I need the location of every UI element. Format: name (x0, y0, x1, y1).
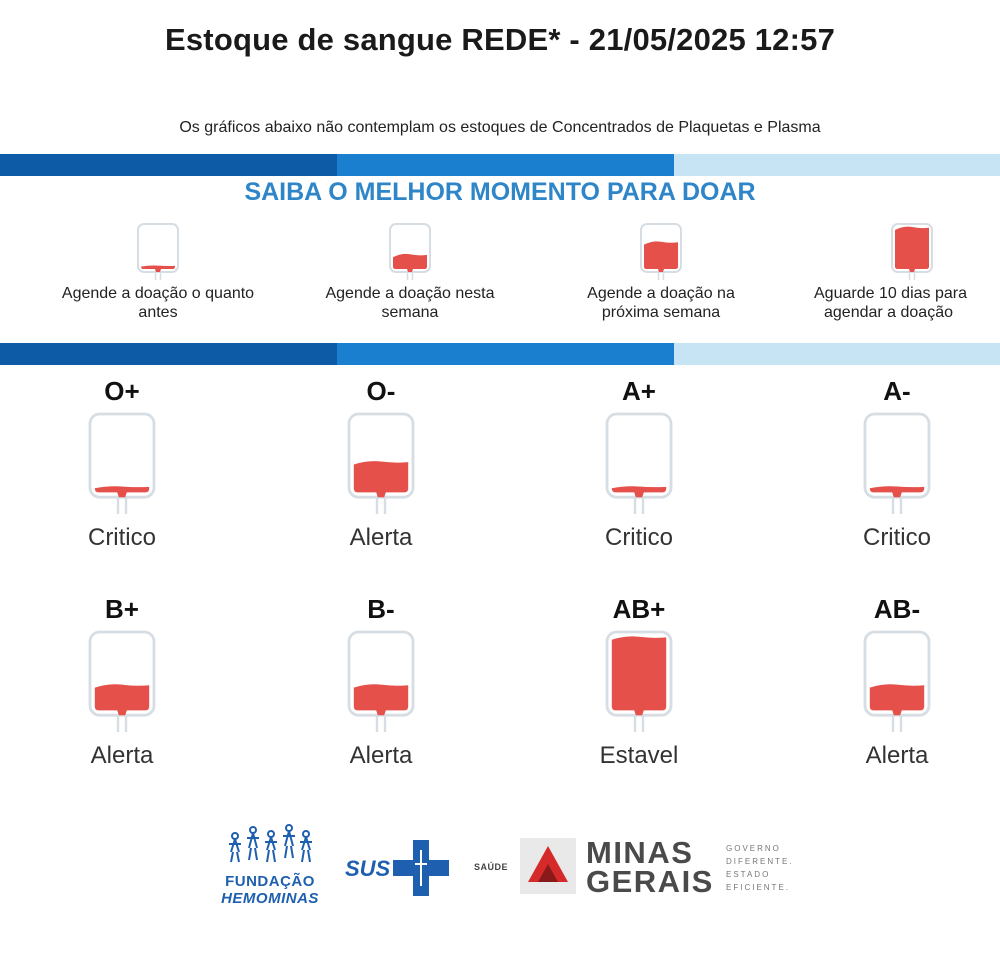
bag-tube (893, 497, 901, 514)
bag-outline (607, 414, 671, 497)
minas-gerais-wordmark (586, 835, 714, 899)
legend-text (28, 284, 288, 322)
sus-text: SUS (345, 856, 391, 881)
top-color-band (0, 154, 1000, 176)
blood-type-card (564, 594, 714, 770)
blood-type-card (822, 594, 972, 770)
bag-outline (865, 414, 929, 497)
bag-tube (377, 715, 385, 732)
blood-bag-icon (857, 630, 937, 734)
bottom-color-band (0, 343, 1000, 365)
people-group-icon (225, 822, 315, 866)
blood-bag-icon (82, 412, 162, 516)
bag-tube (118, 715, 126, 732)
slogan-line: EFICIENTE. (726, 883, 791, 892)
government-slogan (726, 842, 794, 894)
blood-type-status: Critico (862, 524, 931, 551)
minas-gerais-emblem (520, 838, 576, 899)
bag-tube (893, 715, 901, 732)
blood-type-card (47, 594, 197, 770)
legend-line: próxima semana (601, 304, 721, 321)
band-segment (674, 154, 1000, 176)
legend-line: Agende a doação na (587, 285, 735, 302)
blood-bag-icon (599, 412, 679, 516)
blood-type-label: B+ (105, 594, 139, 624)
blood-type-label: B- (367, 594, 395, 624)
blood-type-status: Critico (87, 524, 156, 551)
legend-item (28, 222, 288, 322)
blood-level-fill (644, 241, 678, 272)
legend-heading: SAIBA O MELHOR MOMENTO PARA DOAR (244, 178, 756, 206)
band-segment (337, 154, 674, 176)
slogan-line: DIFERENTE. (726, 857, 794, 866)
legend-text (280, 284, 540, 322)
band-segment (674, 343, 1000, 365)
hemominas-line1: FUNDAÇÃO (225, 873, 315, 890)
blood-bag-icon (857, 412, 937, 516)
blood-bag-icon (636, 222, 686, 282)
blood-type-card (306, 594, 456, 770)
bag-outline (90, 414, 154, 497)
blood-bag-icon (887, 222, 937, 282)
plus-cross-icon (393, 840, 449, 896)
blood-type-label: AB+ (612, 594, 666, 624)
legend-line: semana (381, 304, 439, 321)
blood-bag-icon (599, 630, 679, 734)
legend-line: Agende a doação nesta (325, 285, 495, 302)
band-segment (0, 154, 337, 176)
blood-type-status: Estavel (599, 742, 679, 769)
legend-item (531, 222, 791, 322)
blood-level-fill (895, 227, 929, 272)
bag-tube (118, 497, 126, 514)
blood-bag-icon (385, 222, 435, 282)
band-segment (0, 343, 337, 365)
blood-bag-icon (82, 630, 162, 734)
blood-type-label: O+ (104, 376, 140, 406)
legend-item (280, 222, 540, 322)
slogan-line: GOVERNO (726, 844, 781, 853)
blood-level-fill (354, 461, 408, 497)
legend-line: Agende a doação o quanto (61, 285, 255, 302)
blood-type-status: Critico (604, 524, 673, 551)
sus-logo (345, 838, 455, 898)
bag-tube (910, 272, 915, 280)
blood-type-status: Alerta (90, 742, 154, 769)
mg-line1: MINAS (586, 835, 694, 870)
legend-line: agendar a doação (824, 304, 953, 321)
legend-line: Aguarde 10 dias para (814, 285, 967, 302)
blood-type-status: Alerta (349, 742, 413, 769)
legend-text (531, 284, 791, 322)
bag-tube (156, 272, 161, 280)
blood-type-label: A- (883, 376, 911, 406)
blood-type-label: A+ (622, 376, 656, 406)
slogan-line: ESTADO (726, 870, 771, 879)
blood-bag-icon (341, 630, 421, 734)
blood-type-status: Alerta (865, 742, 929, 769)
bag-tube (635, 715, 643, 732)
blood-bag-icon (133, 222, 183, 282)
legend-item (782, 222, 1000, 322)
triangle-emblem-icon (520, 838, 576, 894)
blood-type-card (47, 376, 197, 552)
bag-tube (659, 272, 664, 280)
blood-level-fill (612, 636, 666, 715)
blood-type-label: AB- (873, 594, 921, 624)
blood-type-card (306, 376, 456, 552)
blood-bag-icon (341, 412, 421, 516)
saude-label: SAÚDE (474, 862, 509, 872)
bag-tube (635, 497, 643, 514)
legend-line: antes (138, 304, 178, 321)
blood-type-card (564, 376, 714, 552)
blood-type-label: O- (366, 376, 396, 406)
bag-tube (408, 272, 413, 280)
page-title: Estoque de sangue REDE* - 21/05/2025 12:57 (164, 22, 836, 57)
page-subtitle: Os gráficos abaixo não contemplam os estoques de Concentrados de Plaquetas e Plasma (179, 119, 821, 136)
legend-text (782, 284, 1000, 322)
bag-outline (138, 224, 178, 272)
band-segment (337, 343, 674, 365)
bag-tube (377, 497, 385, 514)
hemominas-line2: HEMOMINAS (221, 890, 319, 907)
blood-type-status: Alerta (349, 524, 413, 551)
hemominas-logo (205, 822, 335, 907)
blood-type-card (822, 376, 972, 552)
mg-line2: GERAIS (586, 864, 714, 899)
